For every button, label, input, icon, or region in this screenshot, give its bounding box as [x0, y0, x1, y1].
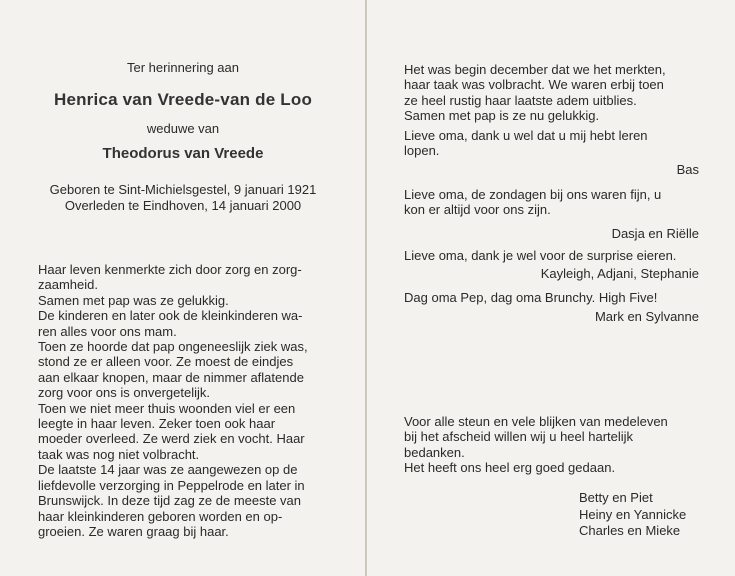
final-days-text: [404, 62, 699, 124]
life-story-line: leegte in haar leven. Zeker toen ook haar: [38, 416, 276, 432]
final-days-line: haar taak was volbracht. We waren erbij toen: [404, 77, 664, 93]
life-story-line: Haar leven kenmerkte zich door zorg en zorg-: [38, 262, 302, 277]
message-line: Dag oma Pep, dag oma Brunchy. High Five!: [404, 290, 658, 305]
message-dasja: [404, 187, 699, 241]
husband-name: Theodorus van Vreede: [102, 145, 264, 162]
message-mark: [404, 290, 699, 325]
message-signature: Kayleigh, Adjani, Stephanie: [540, 266, 699, 282]
life-story-line: Brunswijck. In deze tijd zag ze de meeste van: [38, 493, 302, 509]
life-story-line: Toen ze hoorde dat pap ongeneeslijk ziek was,: [38, 339, 308, 355]
widow-of-label: weduwe van: [146, 121, 220, 136]
final-days-line: ze heel rustig haar laatste adem uitblies.: [404, 92, 637, 108]
life-story-line: zaamheid.: [38, 277, 98, 293]
life-story-line: stond ze er alleen voor. Ze moest de eindjes: [38, 354, 294, 370]
message-signature: Mark en Sylvanne: [594, 309, 699, 325]
life-story-line: groeien. Ze waren graag bij haar.: [38, 523, 229, 539]
closing-name: Heiny en Yannicke: [579, 506, 687, 522]
message-line: Lieve oma, dank je wel voor de surprise eieren.: [404, 248, 677, 263]
life-story-line: liefdevolle verzorging in Peppelrode en later in: [38, 477, 305, 493]
message-bas: [404, 128, 699, 177]
life-story-line: zorg voor ons is onvergetelijk.: [38, 385, 210, 401]
message-signature: Dasja en Riëlle: [611, 225, 699, 241]
left-page: [0, 0, 366, 576]
thanks-line: bedanken.: [404, 444, 465, 460]
life-story: [38, 262, 333, 539]
thanks-line: bij het afscheid willen wij u heel hartelijk: [404, 429, 634, 445]
thanks-line: Het heeft ons heel erg goed gedaan.: [404, 460, 616, 476]
message-line: kon er altijd voor ons zijn.: [404, 202, 551, 218]
life-story-line: haar kleinkinderen geboren worden en op-: [38, 508, 283, 524]
closing-name: Charles en Mieke: [579, 523, 681, 538]
thanks-line: Voor alle steun en vele blijken van medeleven: [404, 414, 668, 429]
life-story-line: De kinderen en later ook de kleinkinderen wa-: [38, 308, 303, 324]
thanks-text: [404, 414, 699, 476]
life-story-line: taak was nog niet volbracht.: [38, 446, 200, 462]
life-story-line: Samen met pap was ze gelukkig.: [38, 292, 229, 308]
death-line: Overleden te Eindhoven, 14 januari 2000: [64, 198, 302, 213]
message-kayleigh: [404, 248, 699, 282]
message-line: Lieve oma, de zondagen bij ons waren fijn, u: [404, 187, 662, 202]
right-page: [367, 0, 735, 576]
message-signature: Bas: [676, 161, 699, 177]
birth-line: Geboren te Sint-Michielsgestel, 9 januari 1921: [49, 182, 317, 197]
final-days-line: Het was begin december dat we het merkten,: [404, 62, 666, 77]
final-days-line: Samen met pap is ze nu gelukkig.: [404, 108, 600, 124]
life-story-line: moeder overleed. Ze werd ziek en vocht. Haar: [38, 431, 305, 447]
life-story-line: De laatste 14 jaar was ze aangewezen op de: [38, 462, 298, 478]
closing-name: Betty en Piet: [579, 490, 653, 505]
deceased-name: Henrica van Vreede-van de Loo: [53, 90, 313, 109]
message-line: lopen.: [404, 143, 440, 159]
life-story-line: Toen we niet meer thuis woonden viel er een: [38, 400, 296, 416]
message-line: Lieve oma, dank u wel dat u mij hebt leren: [404, 128, 648, 143]
life-story-line: aan elkaar knopen, maar de nimmer aflatende: [38, 369, 304, 385]
remembrance-header: Ter herinnering aan: [126, 60, 240, 75]
life-story-line: ren alles voor ons mam.: [38, 323, 177, 339]
closing-signatures: [579, 490, 719, 540]
